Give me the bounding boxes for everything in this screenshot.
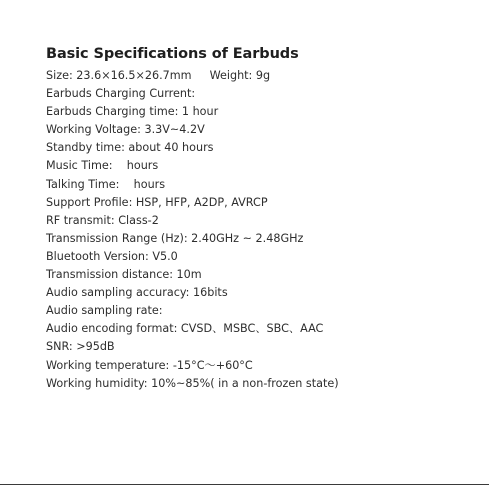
- spec-size: Size: 23.6×16.5×26.7mm: [46, 69, 192, 82]
- spec-rf-transmit: RF transmit: Class-2: [46, 213, 159, 227]
- page-title: Basic Specifications of Earbuds: [46, 46, 299, 62]
- spec-weight: Weight: 9g: [209, 69, 271, 82]
- spec-bluetooth-version: Bluetooth Version: V5.0: [46, 249, 178, 263]
- spec-list: [46, 67, 486, 393]
- bottom-divider: [0, 484, 489, 485]
- spec-sampling-accuracy: Audio sampling accuracy: 16bits: [46, 286, 228, 300]
- spec-sampling-rate: Audio sampling rate:: [46, 304, 163, 318]
- spec-transmission-range: Transmission Range (Hz): 2.40GHz ~ 2.48GHz: [46, 231, 304, 245]
- spec-charging-current: Earbuds Charging Current:: [46, 87, 196, 101]
- spec-support-profile: Support Profile: HSP, HFP, A2DP, AVRCP: [46, 195, 268, 209]
- spec-talking-time: Talking Time: hours: [46, 177, 166, 191]
- spec-working-temperature: Working temperature: -15°C～+60°C: [46, 358, 253, 372]
- spec-sheet: [46, 44, 486, 393]
- spec-snr: SNR: >95dB: [46, 340, 115, 354]
- spec-working-voltage: Working Voltage: 3.3V~4.2V: [46, 123, 205, 137]
- spec-size-weight: [46, 67, 486, 85]
- spec-charging-time: Earbuds Charging time: 1 hour: [46, 105, 219, 119]
- spec-standby-time: Standby time: about 40 hours: [46, 141, 214, 155]
- spec-music-time: Music Time: hours: [46, 159, 159, 173]
- spec-working-humidity: Working humidity: 10%~85%( in a non-frozen state): [46, 376, 339, 390]
- spec-encoding-format: Audio encoding format: CVSD、MSBC、SBC、AAC: [46, 322, 324, 336]
- spec-transmission-distance: Transmission distance: 10m: [46, 268, 202, 282]
